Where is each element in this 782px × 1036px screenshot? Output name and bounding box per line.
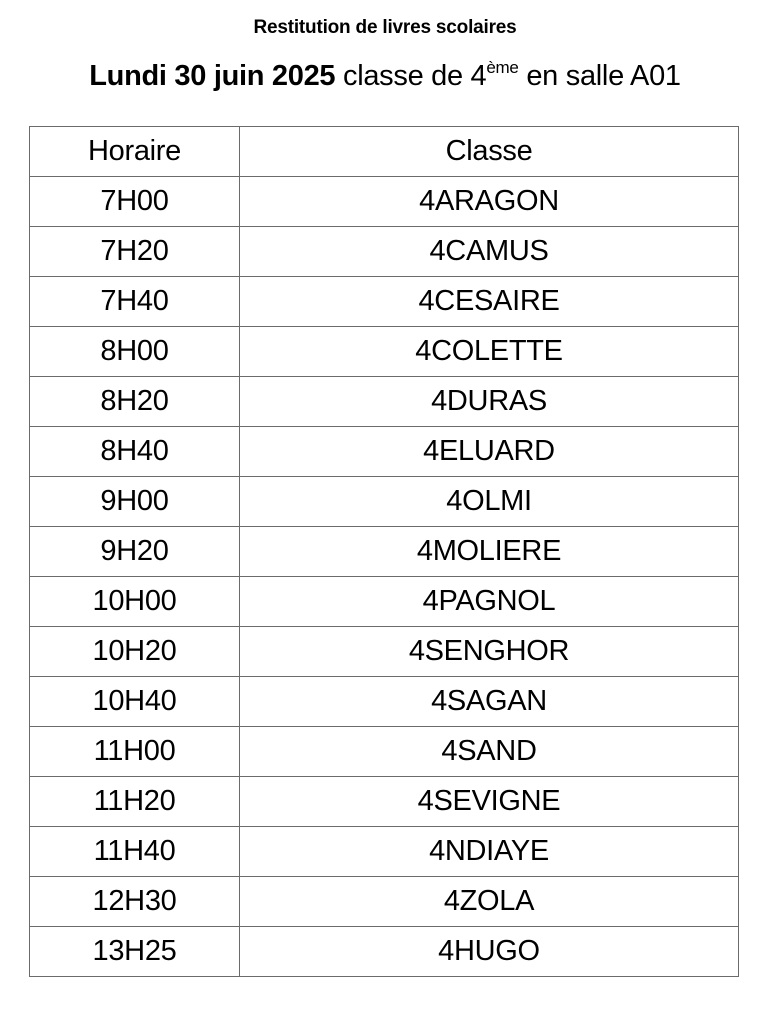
cell-classe: 4CAMUS [240, 227, 739, 277]
cell-horaire: 8H00 [30, 327, 240, 377]
cell-horaire: 7H40 [30, 277, 240, 327]
cell-classe: 4SEVIGNE [240, 777, 739, 827]
cell-horaire: 9H00 [30, 477, 240, 527]
table-row [30, 277, 739, 327]
cell-classe: 4NDIAYE [240, 827, 739, 877]
subheading-text-before: classe de 4 [335, 60, 487, 92]
table-row [30, 177, 739, 227]
table-row [30, 677, 739, 727]
table-row [30, 227, 739, 277]
table-row [30, 327, 739, 377]
cell-horaire: 11H40 [30, 827, 240, 877]
table-row [30, 877, 739, 927]
cell-classe: 4SAGAN [240, 677, 739, 727]
cell-horaire: 12H30 [30, 877, 240, 927]
cell-horaire: 11H00 [30, 727, 240, 777]
cell-horaire: 8H20 [30, 377, 240, 427]
cell-classe: 4SAND [240, 727, 739, 777]
subheading-date: Lundi 30 juin 2025 [89, 60, 336, 92]
cell-classe: 4HUGO [240, 927, 739, 977]
cell-classe: 4OLMI [240, 477, 739, 527]
table-row [30, 777, 739, 827]
cell-classe: 4CESAIRE [240, 277, 739, 327]
cell-horaire: 7H00 [30, 177, 240, 227]
cell-classe: 4COLETTE [240, 327, 739, 377]
column-header-horaire: Horaire [30, 127, 240, 177]
table-row [30, 377, 739, 427]
table-row [30, 577, 739, 627]
table-row [30, 827, 739, 877]
document-heading: Restitution de livres scolaires [253, 17, 517, 38]
cell-horaire: 9H20 [30, 527, 240, 577]
cell-horaire: 10H40 [30, 677, 240, 727]
cell-horaire: 7H20 [30, 227, 240, 277]
cell-classe: 4SENGHOR [240, 627, 739, 677]
cell-classe: 4MOLIERE [240, 527, 739, 577]
table-row [30, 727, 739, 777]
cell-classe: 4DURAS [240, 377, 739, 427]
cell-horaire: 11H20 [30, 777, 240, 827]
table-header-row [30, 127, 739, 177]
table-row [30, 477, 739, 527]
table-row [30, 927, 739, 977]
column-header-classe: Classe [240, 127, 739, 177]
cell-classe: 4PAGNOL [240, 577, 739, 627]
table-row [30, 427, 739, 477]
cell-horaire: 10H00 [30, 577, 240, 627]
subheading-text-after: en salle A01 [518, 60, 681, 92]
cell-classe: 4ELUARD [240, 427, 739, 477]
cell-horaire: 13H25 [30, 927, 240, 977]
table-row [30, 627, 739, 677]
cell-classe: 4ARAGON [240, 177, 739, 227]
cell-classe: 4ZOLA [240, 877, 739, 927]
schedule-table [29, 126, 739, 977]
table-row [30, 527, 739, 577]
subheading-superscript: ème [486, 58, 519, 77]
cell-horaire: 8H40 [30, 427, 240, 477]
document-subheading [0, 60, 770, 93]
cell-horaire: 10H20 [30, 627, 240, 677]
